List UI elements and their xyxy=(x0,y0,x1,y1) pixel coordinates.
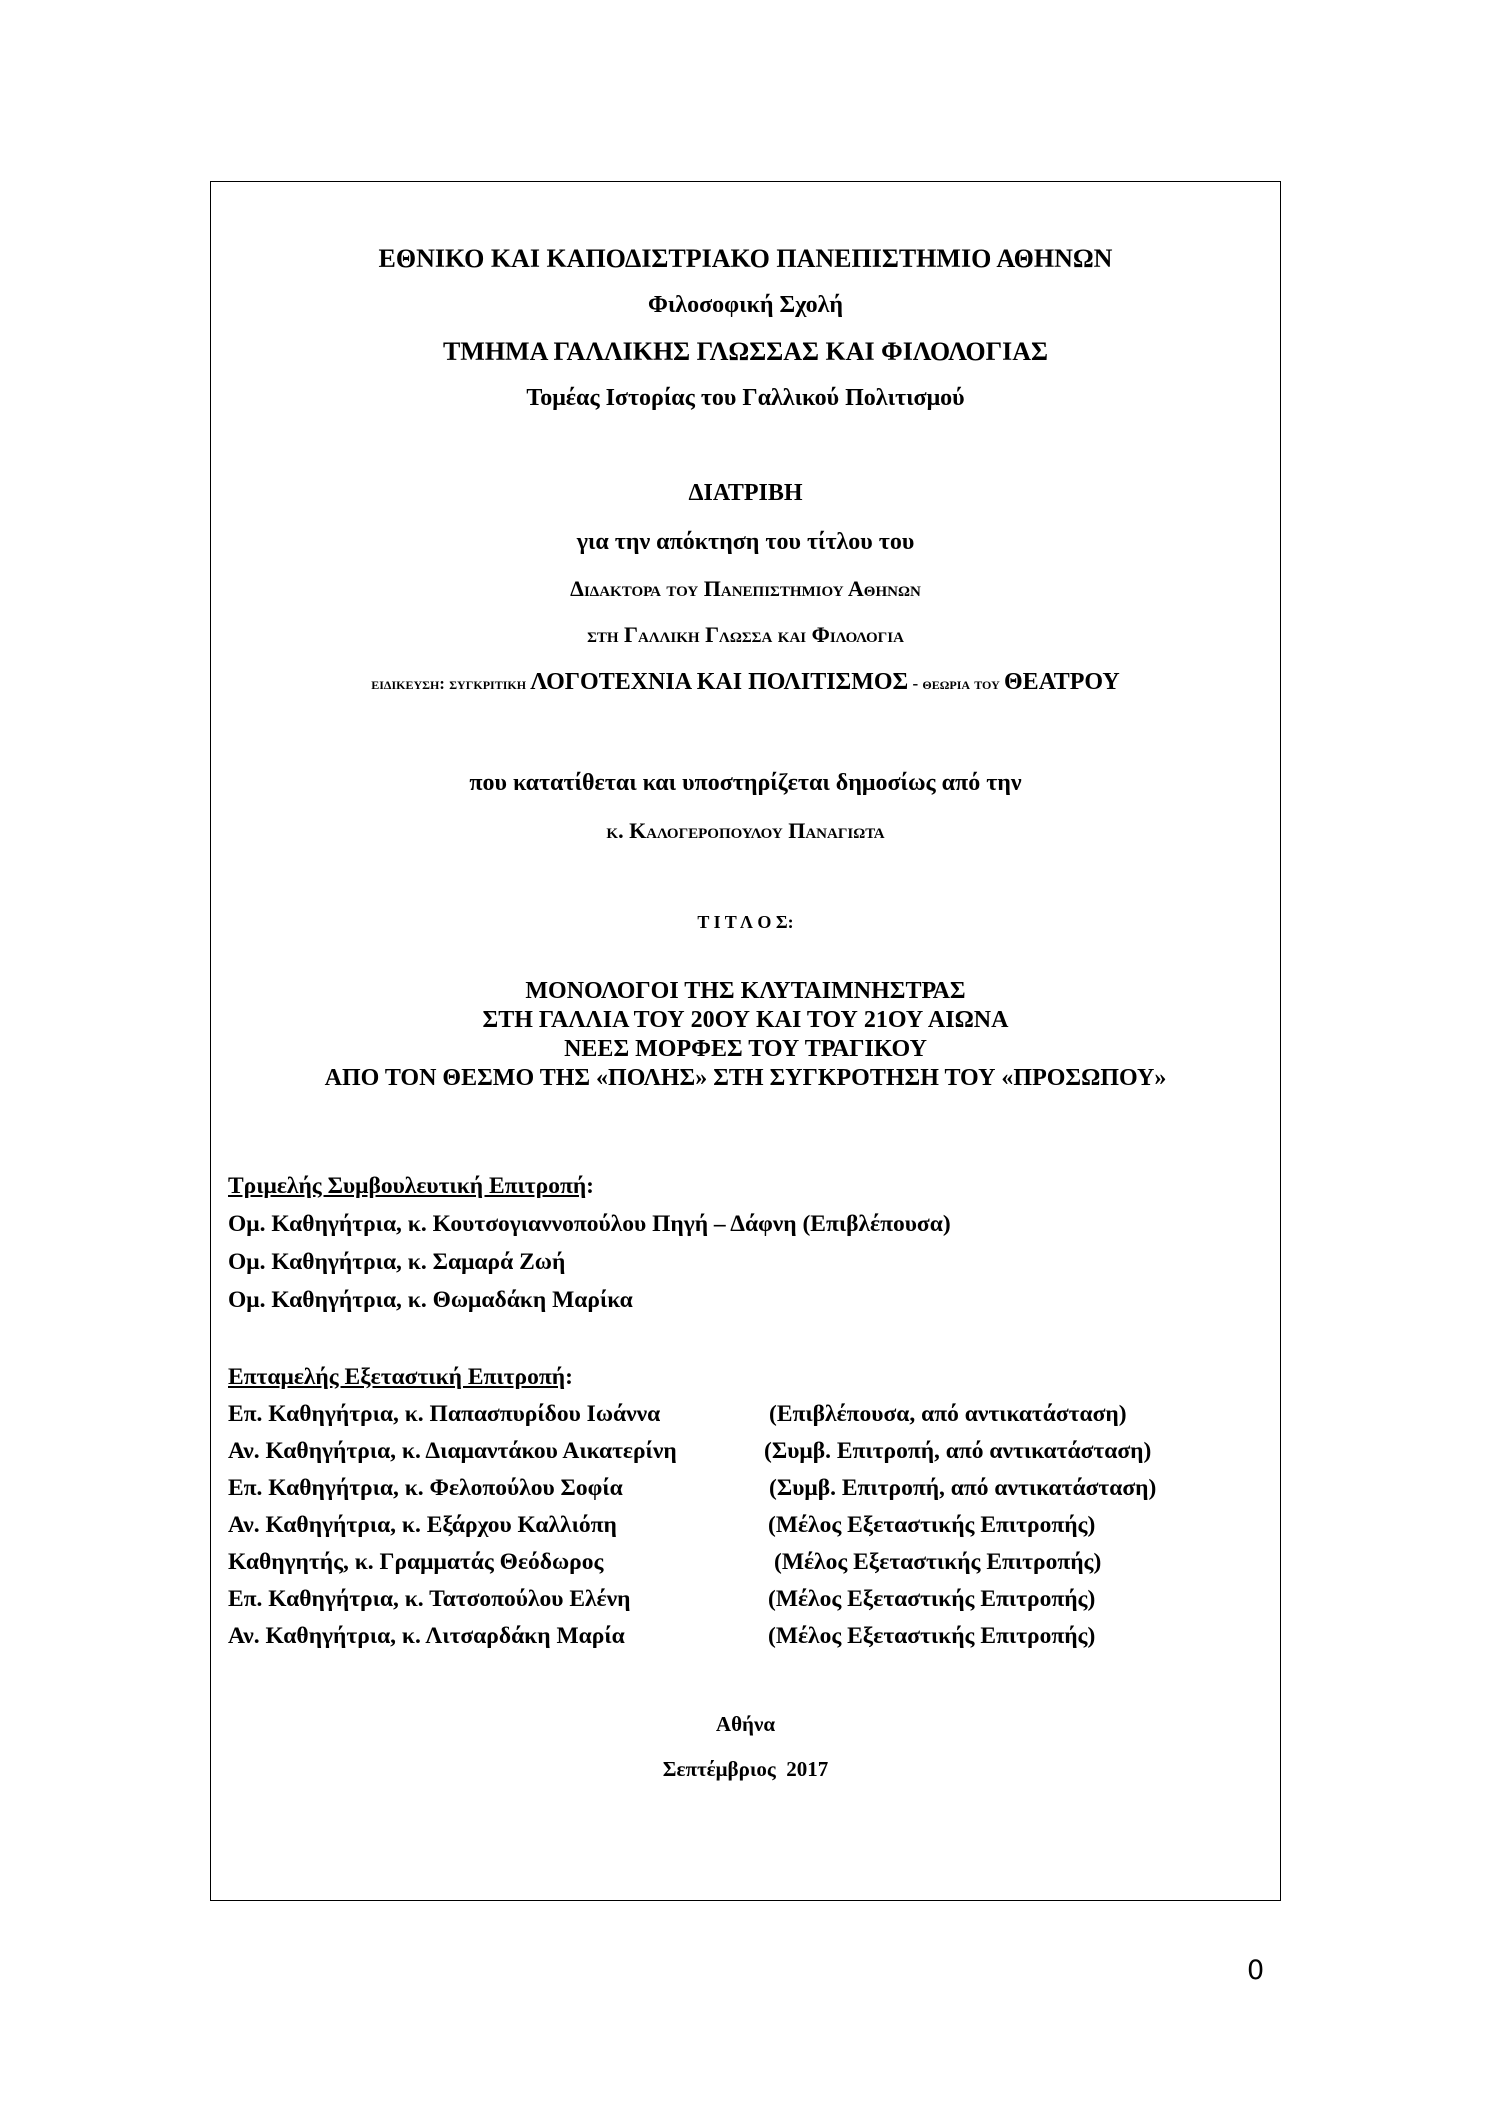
advisory-member: Ομ. Καθηγήτρια, κ. Θωμαδάκη Μαρίκα xyxy=(228,1287,633,1313)
examination-committee-heading xyxy=(228,1364,573,1391)
member-role: (Μέλος Εξεταστικής Επιτροπής) xyxy=(768,1512,1096,1538)
advisory-heading-text: Τριμελής Συμβουλευτική Επιτροπή xyxy=(228,1173,587,1199)
member-name: Επ. Καθηγήτρια, κ. Τατσοπούλου Ελένη xyxy=(228,1586,631,1612)
examination-heading-colon: : xyxy=(565,1364,573,1390)
university-name: ΕΘΝΙΚΟ ΚΑΙ ΚΑΠΟΔΙΣΤΡΙΑΚΟ ΠΑΝΕΠΙΣΤΗΜΙΟ ΑΘΗΝΩΝ xyxy=(378,244,1113,273)
examination-member xyxy=(228,1586,1258,1613)
title-line: ΜΟΝΟΛΟΓΟΙ ΤΗΣ ΚΛΥΤΑΙΜΝΗΣΤΡΑΣ xyxy=(525,978,966,1004)
specialization-end: ΘΕΑΤΡΟΥ xyxy=(1004,669,1120,695)
member-name: Επ. Καθηγήτρια, κ. Παπασπυρίδου Ιωάννα xyxy=(228,1401,661,1427)
title-line: ΝΕΕΣ ΜΟΡΦΕΣ ΤΟΥ ΤΡΑΓΙΚΟΥ xyxy=(564,1036,927,1062)
specialization-sep: - θεωρια του xyxy=(908,674,1005,693)
advisory-member: Ομ. Καθηγήτρια, κ. Κουτσογιαννοπούλου Πηγή – Δάφνη (Επιβλέπουσα) xyxy=(228,1211,951,1237)
sector-name: Τομέας Ιστορίας του Γαλλικού Πολιτισμού xyxy=(526,385,965,411)
candidate-intro: που κατατίθεται και υποστηρίζεται δημοσίως από την xyxy=(469,770,1022,796)
member-role: (Συμβ. Επιτροπή, από αντικατάσταση) xyxy=(769,1475,1157,1501)
member-role: (Επιβλέπουσα, από αντικατάσταση) xyxy=(769,1401,1127,1427)
title-line: ΣΤΗ ΓΑΛΛΙΑ ΤΟΥ 20ΟΥ ΚΑΙ ΤΟΥ 21ΟΥ ΑΙΩΝΑ xyxy=(482,1007,1009,1033)
member-name: Επ. Καθηγήτρια, κ. Φελοπούλου Σοφία xyxy=(228,1475,623,1501)
degree-title: Διδακτορα του Πανεπιστημιου Αθηνων xyxy=(570,576,921,601)
school-name: Φιλοσοφική Σχολή xyxy=(647,292,844,318)
title-label: Τ Ι Τ Λ Ο Σ: xyxy=(697,912,794,932)
date: Σεπτέμβριος 2017 xyxy=(662,1757,829,1781)
candidate-name: κ. Καλογεροπουλου Παναγιωτα xyxy=(606,818,885,843)
specialization-prefix: ειδικευση: συγκριτικη xyxy=(371,674,531,693)
member-role: (Μέλος Εξεταστικής Επιτροπής) xyxy=(768,1586,1096,1612)
examination-member xyxy=(228,1401,1258,1428)
member-name: Καθηγητής, κ. Γραμματάς Θεόδωρος xyxy=(228,1549,604,1575)
degree-purpose: για την απόκτηση του τίτλου του xyxy=(576,529,915,555)
member-role: (Συμβ. Επιτροπή, από αντικατάσταση) xyxy=(764,1438,1152,1464)
degree-specialization xyxy=(211,669,1280,696)
degree-field: στη Γαλλικη Γλωσσα και Φιλολογια xyxy=(587,622,904,647)
member-role: (Μέλος Εξεταστικής Επιτροπής) xyxy=(774,1549,1102,1575)
member-name: Αν. Καθηγήτρια, κ. Διαμαντάκου Αικατερίνη xyxy=(228,1438,677,1464)
title-page-frame xyxy=(210,181,1281,1901)
examination-heading-text: Επταμελής Εξεταστική Επιτροπή xyxy=(228,1364,566,1390)
advisory-heading-colon: : xyxy=(586,1173,594,1199)
degree-label: ΔΙΑΤΡΙΒΗ xyxy=(688,480,803,506)
city: Αθήνα xyxy=(715,1712,776,1736)
examination-member xyxy=(228,1549,1258,1576)
department-name: ΤΜΗΜΑ ΓΑΛΛΙΚΗΣ ΓΛΩΣΣΑΣ ΚΑΙ ΦΙΛΟΛΟΓΙΑΣ xyxy=(442,337,1049,366)
page-number: 0 xyxy=(1247,1955,1265,1986)
examination-member xyxy=(228,1475,1258,1502)
examination-member xyxy=(228,1512,1258,1539)
specialization-main: ΛΟΓΟΤΕΧΝΙΑ ΚΑΙ ΠΟΛΙΤΙΣΜΟΣ xyxy=(530,669,909,695)
title-line: ΑΠΟ ΤΟΝ ΘΕΣΜΟ ΤΗΣ «ΠΟΛΗΣ» ΣΤΗ ΣΥΓΚΡΟΤΗΣΗ ΤΟΥ «ΠΡΟΣΩΠΟΥ» xyxy=(324,1065,1167,1091)
member-name: Αν. Καθηγήτρια, κ. Εξάρχου Καλλιόπη xyxy=(228,1512,617,1538)
advisory-member: Ομ. Καθηγήτρια, κ. Σαμαρά Ζωή xyxy=(228,1249,566,1275)
advisory-committee-heading xyxy=(228,1173,594,1200)
member-name: Αν. Καθηγήτρια, κ. Λιτσαρδάκη Μαρία xyxy=(228,1623,625,1649)
examination-member xyxy=(228,1623,1258,1650)
examination-member xyxy=(228,1438,1258,1465)
member-role: (Μέλος Εξεταστικής Επιτροπής) xyxy=(768,1623,1096,1649)
